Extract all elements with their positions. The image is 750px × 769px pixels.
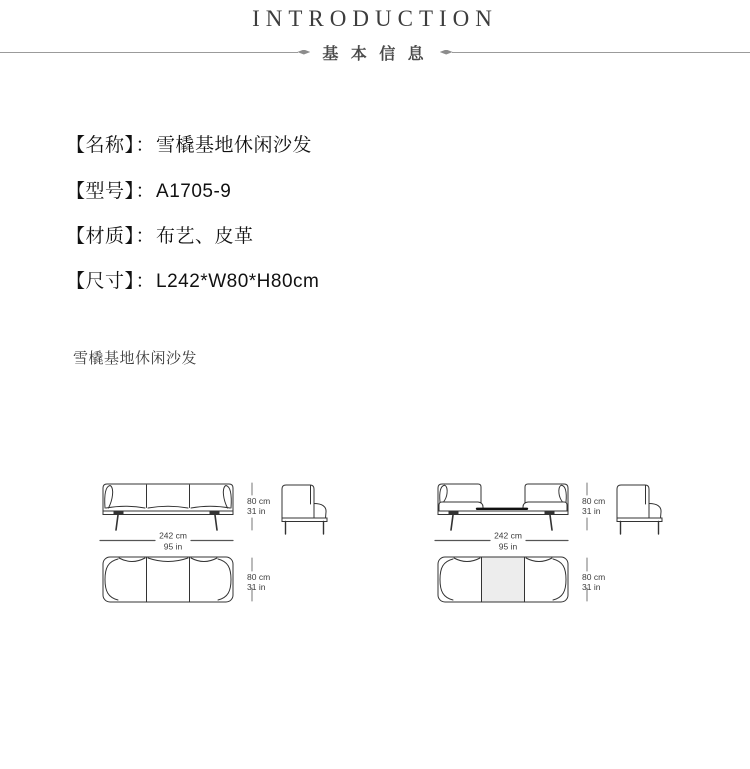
info-value: L242*W80*H80cm bbox=[156, 271, 320, 292]
info-row-name bbox=[66, 130, 312, 157]
sofa-table-plan-view-drawing bbox=[438, 557, 568, 602]
width-dimension bbox=[100, 531, 233, 552]
height-dimension-bottom bbox=[247, 558, 270, 601]
info-separator: ： bbox=[135, 271, 156, 292]
height-dimension-bottom bbox=[582, 558, 605, 601]
info-label: 【尺寸】 bbox=[66, 271, 135, 292]
height-cm-label: 80 cm bbox=[582, 572, 606, 582]
width-dimension bbox=[435, 531, 568, 552]
sofa-front-view-drawing bbox=[103, 484, 233, 530]
diamond-ornament-right-icon bbox=[440, 50, 453, 55]
width-cm-label: 242 cm bbox=[159, 530, 187, 541]
width-in-label: 95 in bbox=[163, 541, 183, 552]
height-cm-label: 80 cm bbox=[247, 496, 271, 506]
info-row-size bbox=[66, 266, 319, 293]
info-value: 雪橇基地休闲沙发 bbox=[156, 135, 313, 156]
product-caption: 雪橇基地休闲沙发 bbox=[73, 350, 198, 367]
width-in-label: 95 in bbox=[498, 541, 518, 552]
height-in-label: 31 in bbox=[247, 582, 266, 592]
sofa-diagram-right bbox=[430, 478, 675, 613]
page-title: INTRODUCTION bbox=[252, 6, 498, 31]
width-cm-label: 242 cm bbox=[494, 530, 522, 541]
info-label: 【型号】 bbox=[66, 181, 135, 202]
divider-line-left bbox=[0, 50, 310, 55]
section-subtitle: 基 本 信 息 bbox=[322, 45, 428, 63]
height-cm-label: 80 cm bbox=[582, 496, 606, 506]
info-separator: ： bbox=[135, 181, 156, 202]
sofa-table-front-view-drawing bbox=[438, 484, 568, 530]
height-cm-label: 80 cm bbox=[247, 572, 271, 582]
sofa-side-view-drawing bbox=[617, 485, 662, 534]
sofa-diagram-left bbox=[95, 478, 340, 613]
table-shaded-area bbox=[482, 557, 525, 602]
info-separator: ： bbox=[135, 135, 156, 156]
info-value: A1705-9 bbox=[156, 181, 232, 202]
height-in-label: 31 in bbox=[247, 506, 266, 516]
height-in-label: 31 in bbox=[582, 582, 601, 592]
diamond-ornament-left-icon bbox=[297, 50, 310, 55]
info-label: 【材质】 bbox=[66, 226, 135, 247]
info-separator: ： bbox=[135, 226, 156, 247]
height-dimension-top bbox=[247, 483, 270, 530]
info-row-model bbox=[66, 176, 231, 203]
info-row-material bbox=[66, 221, 254, 248]
sofa-plan-view-drawing bbox=[103, 557, 233, 602]
sofa-side-view-drawing bbox=[282, 485, 327, 534]
info-value: 布艺、皮革 bbox=[156, 226, 254, 247]
height-dimension-top bbox=[582, 483, 605, 530]
height-in-label: 31 in bbox=[582, 506, 601, 516]
info-label: 【名称】 bbox=[66, 135, 135, 156]
divider-line-right bbox=[440, 50, 750, 55]
subtitle-divider bbox=[0, 41, 750, 63]
